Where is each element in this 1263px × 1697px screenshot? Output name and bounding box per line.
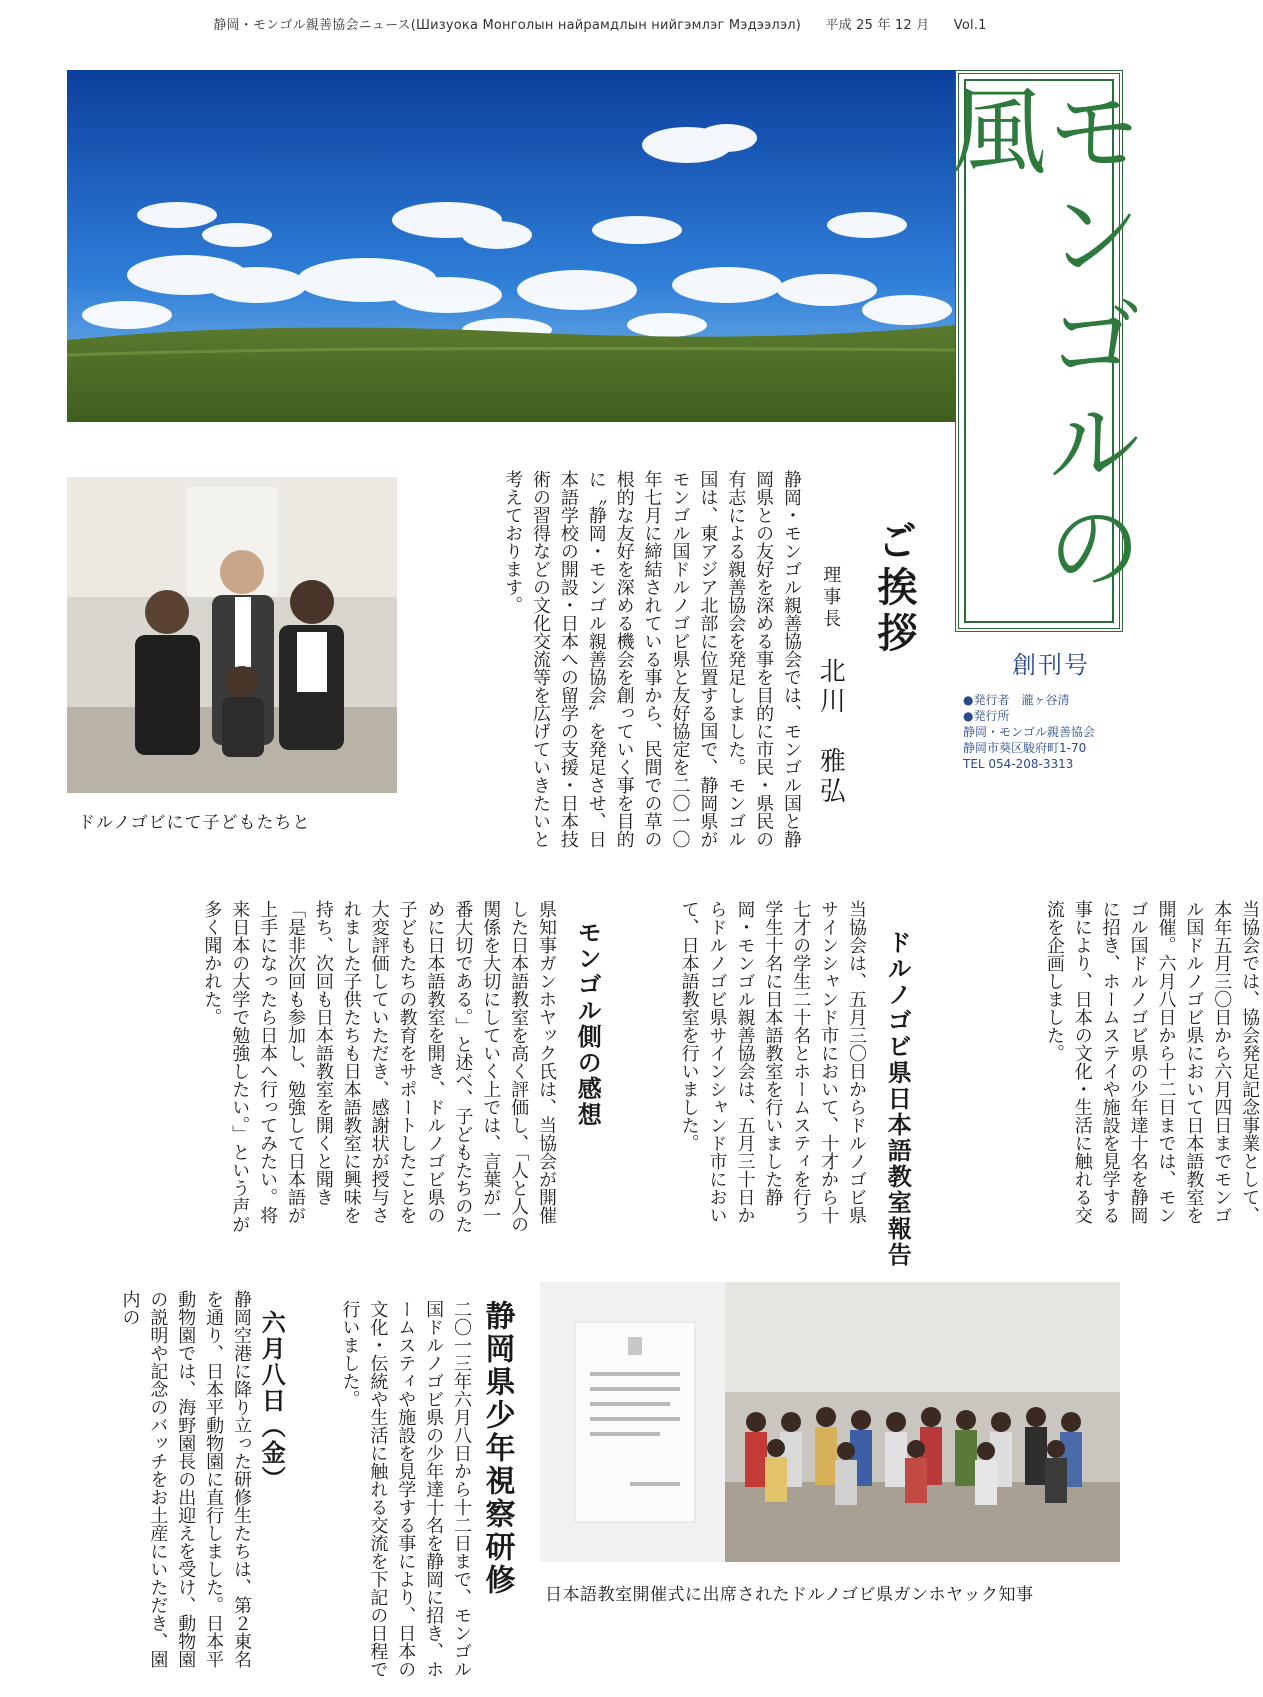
- photo-opening-ceremony: [725, 1282, 1120, 1562]
- photo-caption-children: ドルノゴビにて子どもたちと: [78, 813, 311, 833]
- report-title: ドルノゴビ県日本語教室報告: [883, 930, 912, 1268]
- study-tour-body: 二〇一三年六月八日から十二日まで、モンゴル国ドルノゴビ県の少年達十名を静岡に招き、ホームスティや施設を見学する事により、日本の文化・伝統や生活に触れる交流を下記の日程で行いました。: [339, 1300, 472, 1678]
- masthead-title: モンゴルの風: [935, 81, 1143, 601]
- photo-caption-ceremony: 日本語教室開催式に出席されたドルノゴビ県ガンホヤック知事: [545, 1585, 1034, 1605]
- header-date: 平成 25 年 12 月: [825, 18, 930, 33]
- author-role: 理事長: [820, 565, 842, 631]
- june-8-title: 六月八日（金）: [257, 1310, 286, 1492]
- publisher: ●発行者 瀧ヶ谷清: [963, 693, 1070, 707]
- hero-photo-steppe: [67, 70, 955, 422]
- header-org: 静岡・モンゴル親善協会ニュース(Шизуока Монголын найрамдлын нийгэмлэг Мэдээлэл): [213, 18, 802, 33]
- photo-certificate: [540, 1282, 725, 1562]
- greeting-author: [810, 565, 850, 807]
- org-name: 静岡・モンゴル親善協会: [963, 725, 1096, 739]
- issuer: ●発行所: [963, 709, 1010, 723]
- author-name: 北川 雅弘: [815, 657, 846, 808]
- address: 静岡市葵区駿府町1-70: [963, 741, 1087, 755]
- report-intro: 当協会では、協会発足記念事業として、本年五月三〇日から六月四日までモンゴル国ドルノゴビ県において日本語教室を開催。六月八日から十二日までは、モンゴル国ドルノゴビ県の少年達十名を静岡に招き、ホームステイや施設を見学する事により、日本の文化・生活に触れる交流を企画しました。: [1043, 900, 1261, 1224]
- june-8-body: 静岡空港に降り立った研修生たちは、第２東名を通り、日本平動物園に直行しました。日本平動物園では、海野園長の出迎えを受け、動物園の説明や記念のバッチをお土産にいただき、園内の: [119, 1290, 252, 1668]
- publisher-info: [963, 692, 1163, 772]
- study-tour-title: 静岡県少年視察研修: [479, 1300, 515, 1597]
- mongol-side-body: 県知事ガンホヤック氏は、当協会が開催した日本語教室を高く評価し、「人と人の関係を大切にしていく上では、言葉が一番大切である。」と述べ、子どもたちのために日本語教室を開き、ドルノゴビ県の子どもたちの教育をサポートしたことを大変評価していただき、感謝状が授与されました子供たちも日本語教室に興味を持ち、次回も日本語教室を開くと聞き「是非次回も参加し、勉強して日本語が上手になったら日本へ行ってみたい。将来日本の大学で勉強したい。」という声が多く聞かれた。: [201, 900, 557, 1233]
- greeting-body: 静岡・モンゴル親善協会では、モンゴル国と静岡県との友好を深める事を目的に市民・県民の有志による親善協会を発足しました。モンゴル国は、東アジア北部に位置する国で、静岡県がモンゴル国ドルノゴビ県と友好協定を二〇一〇年七月に締結されている事から、民間での草の根的な友好を深める機会を創っていく事を目的に〝静岡・モンゴル親善協会〟を発足させ、日本語学校の開設・日本への留学の支援・日本技術の習得などの文化交流等を広げていきたいと考えております。: [502, 470, 802, 848]
- report-body: 当協会は、五月三〇日からドルノゴビ県サインシャンド市において、十才から十七才の学生二十名とホームスティを行う学生十名に日本語教室を行いました静岡・モンゴル親善協会は、五月三十日からドルノゴビ県サインシャンド市において、日本語教室を行いました。: [678, 900, 867, 1224]
- header-volume: Vol.1: [953, 18, 987, 33]
- greeting-title: ご挨拶: [871, 520, 917, 658]
- mongol-side-title: モンゴル側の感想: [573, 920, 602, 1128]
- masthead-title-box: [935, 70, 1143, 632]
- edition-label: 創刊号: [1012, 651, 1090, 679]
- photo-children-dornogobi: [67, 477, 397, 793]
- telephone: TEL 054-208-3313: [963, 757, 1074, 771]
- newsletter-header: [0, 14, 1200, 33]
